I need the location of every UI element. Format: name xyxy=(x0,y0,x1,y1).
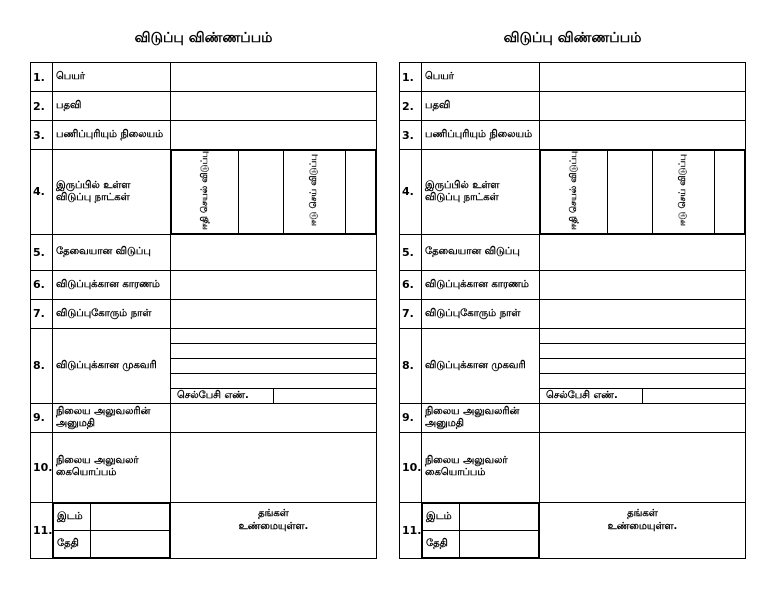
row-workplace xyxy=(31,121,377,150)
field-label: தேவையான விடுப்பு xyxy=(53,234,171,270)
form-title: விடுப்பு விண்ணப்பம் xyxy=(503,30,642,46)
compensatory-leave-label-cell xyxy=(653,151,715,234)
field-label: பதவி xyxy=(422,92,540,121)
field-label: விடுப்புக்கான காரணம் xyxy=(422,270,540,299)
row-number: 4. xyxy=(400,150,422,235)
row-number: 4. xyxy=(31,150,53,235)
earned-leave-label: ஈதி செயல் விடுப்பு xyxy=(568,151,579,230)
row-number: 3. xyxy=(31,121,53,150)
field-label: நிலைய அலுவலர் கையொப்பம் xyxy=(422,432,540,502)
row-leave-required xyxy=(400,234,746,270)
leave-required-field[interactable] xyxy=(540,234,746,270)
row-number: 5. xyxy=(31,234,53,270)
date-label: தேதி xyxy=(54,530,91,557)
row-number: 3. xyxy=(400,121,422,150)
row-number: 10. xyxy=(400,432,422,502)
row-number: 6. xyxy=(400,270,422,299)
row-leave-balance xyxy=(31,150,377,235)
row-number: 6. xyxy=(31,270,53,299)
leave-reason-field[interactable] xyxy=(540,270,746,299)
field-label: விடுப்புக்கான முகவரி xyxy=(422,328,540,403)
row-leave-balance xyxy=(400,150,746,235)
field-label: பெயர் xyxy=(422,63,540,92)
row-workplace xyxy=(400,121,746,150)
place-field[interactable] xyxy=(91,503,170,530)
officer-signature-field[interactable] xyxy=(540,432,746,502)
field-label: நிலைய அலுவலர் கையொப்பம் xyxy=(53,432,171,502)
closing-text: தங்கள் உண்மையுள்ள. xyxy=(238,507,309,532)
name-field[interactable] xyxy=(171,63,377,92)
row-officer-signature xyxy=(400,432,746,502)
leave-dates-field[interactable] xyxy=(171,299,377,328)
leave-dates-field[interactable] xyxy=(540,299,746,328)
field-label: தேவையான விடுப்பு xyxy=(422,234,540,270)
compensatory-leave-field[interactable] xyxy=(346,151,376,234)
row-leave-dates xyxy=(400,299,746,328)
row-number: 8. xyxy=(400,328,422,403)
field-label: நிலைய அலுவலரின் அனுமதி xyxy=(53,403,171,432)
row-officer-signature xyxy=(31,432,377,502)
designation-field[interactable] xyxy=(540,92,746,121)
field-label: பணிப்புரியும் நிலையம் xyxy=(53,121,171,150)
date-label: தேதி xyxy=(423,530,460,557)
row-officer-approval xyxy=(400,403,746,432)
compensatory-leave-label: ஈடு செய் விடுப்பு xyxy=(309,154,319,227)
earned-leave-field[interactable] xyxy=(239,151,284,234)
row-name xyxy=(400,63,746,92)
row-number: 10. xyxy=(31,432,53,502)
date-field[interactable] xyxy=(460,530,539,557)
earned-leave-label-cell xyxy=(172,151,239,234)
row-number: 7. xyxy=(400,299,422,328)
row-leave-reason xyxy=(400,270,746,299)
row-designation xyxy=(400,92,746,121)
leave-reason-field[interactable] xyxy=(171,270,377,299)
earned-leave-label-cell xyxy=(541,151,608,234)
row-place-date xyxy=(400,502,746,558)
compensatory-leave-label-cell xyxy=(284,151,346,234)
field-label: இருப்பில் உள்ள விடுப்பு நாட்கள் xyxy=(53,150,171,235)
row-number: 9. xyxy=(400,403,422,432)
row-officer-approval xyxy=(31,403,377,432)
field-label: நிலைய அலுவலரின் அனுமதி xyxy=(422,403,540,432)
row-name xyxy=(31,63,377,92)
row-number: 11. xyxy=(31,502,53,558)
field-label: இருப்பில் உள்ள விடுப்பு நாட்கள் xyxy=(422,150,540,235)
row-leave-address xyxy=(31,328,377,403)
row-place-date xyxy=(31,502,377,558)
row-number: 1. xyxy=(400,63,422,92)
field-label: விடுப்புக்கான காரணம் xyxy=(53,270,171,299)
row-number: 2. xyxy=(400,92,422,121)
workplace-field[interactable] xyxy=(540,121,746,150)
name-field[interactable] xyxy=(540,63,746,92)
form-title: விடுப்பு விண்ணப்பம் xyxy=(134,30,273,46)
row-number: 9. xyxy=(31,403,53,432)
phone-label: செல்பேசி எண். xyxy=(540,389,643,403)
earned-leave-label: ஈதி செயல் விடுப்பு xyxy=(199,151,210,230)
workplace-field[interactable] xyxy=(171,121,377,150)
leave-form-table xyxy=(399,62,746,559)
row-number: 7. xyxy=(31,299,53,328)
field-label: விடுப்புக்கான முகவரி xyxy=(53,328,171,403)
closing-text: தங்கள் உண்மையுள்ள. xyxy=(607,507,678,532)
place-label: இடம் xyxy=(54,503,91,530)
row-number: 2. xyxy=(31,92,53,121)
leave-form-table xyxy=(30,62,377,559)
officer-approval-field[interactable] xyxy=(171,403,377,432)
phone-label: செல்பேசி எண். xyxy=(171,389,274,403)
earned-leave-field[interactable] xyxy=(608,151,653,234)
officer-approval-field[interactable] xyxy=(540,403,746,432)
place-label: இடம் xyxy=(423,503,460,530)
row-leave-dates xyxy=(31,299,377,328)
officer-signature-field[interactable] xyxy=(171,432,377,502)
date-field[interactable] xyxy=(91,530,170,557)
field-label: பெயர் xyxy=(53,63,171,92)
designation-field[interactable] xyxy=(171,92,377,121)
leave-address-field[interactable] xyxy=(540,329,745,388)
row-number: 8. xyxy=(31,328,53,403)
row-number: 5. xyxy=(400,234,422,270)
leave-address-field[interactable] xyxy=(171,329,376,388)
field-label: விடுப்புகோரும் நாள் xyxy=(53,299,171,328)
leave-required-field[interactable] xyxy=(171,234,377,270)
row-leave-reason xyxy=(31,270,377,299)
compensatory-leave-field[interactable] xyxy=(715,151,745,234)
row-leave-address xyxy=(400,328,746,403)
row-number: 1. xyxy=(31,63,53,92)
row-designation xyxy=(31,92,377,121)
row-number: 11. xyxy=(400,502,422,558)
field-label: பணிப்புரியும் நிலையம் xyxy=(422,121,540,150)
compensatory-leave-label: ஈடு செய் விடுப்பு xyxy=(678,154,688,227)
place-field[interactable] xyxy=(460,503,539,530)
row-leave-required xyxy=(31,234,377,270)
field-label: விடுப்புகோரும் நாள் xyxy=(422,299,540,328)
field-label: பதவி xyxy=(53,92,171,121)
